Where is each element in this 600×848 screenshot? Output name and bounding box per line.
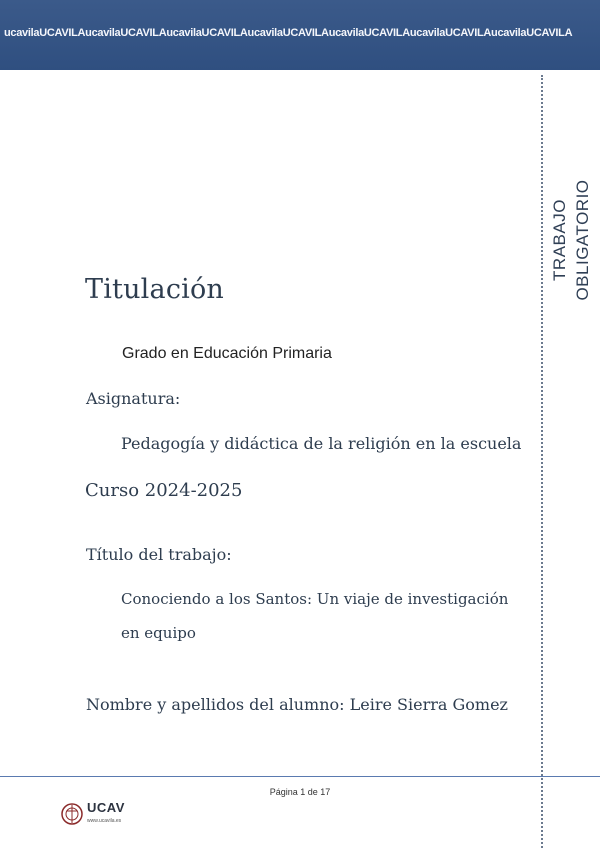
side-label xyxy=(548,165,596,315)
subject-value: Pedagogía y didáctica de la religión en la escuela xyxy=(121,434,522,453)
degree-name: Grado en Educación Primaria xyxy=(122,345,332,362)
course-year: Curso 2024-2025 xyxy=(85,480,243,501)
logo-subtitle: www.ucavila.es xyxy=(87,818,122,824)
page-title: Titulación xyxy=(85,274,225,305)
ucav-seal-icon xyxy=(60,801,84,827)
side-label-line2: OBLIGATORIO xyxy=(573,179,592,301)
banner-text: ucavilaUCAVILAucavilaUCAVILAucavilaUCAVILAucavilaUCAVILAucavilaUCAVILAucavilaUCAVILAucavilaUCAVILA xyxy=(4,27,573,39)
work-title-label: Título del trabajo: xyxy=(86,545,232,564)
page-number: Página 1 de 17 xyxy=(269,787,331,797)
subject-label: Asignatura: xyxy=(86,389,181,408)
footer-rule xyxy=(0,776,600,777)
work-title-line2: en equipo xyxy=(121,624,196,642)
logo-name: UCAV xyxy=(87,800,125,815)
side-label-line1: TRABAJO xyxy=(550,199,569,281)
header-banner xyxy=(0,0,600,70)
footer-logo xyxy=(60,797,150,831)
work-title-line1: Conociendo a los Santos: Un viaje de investigación xyxy=(121,590,509,608)
student-name: Nombre y apellidos del alumno: Leire Sierra Gomez xyxy=(86,695,508,714)
side-dotted-rule xyxy=(541,75,543,848)
